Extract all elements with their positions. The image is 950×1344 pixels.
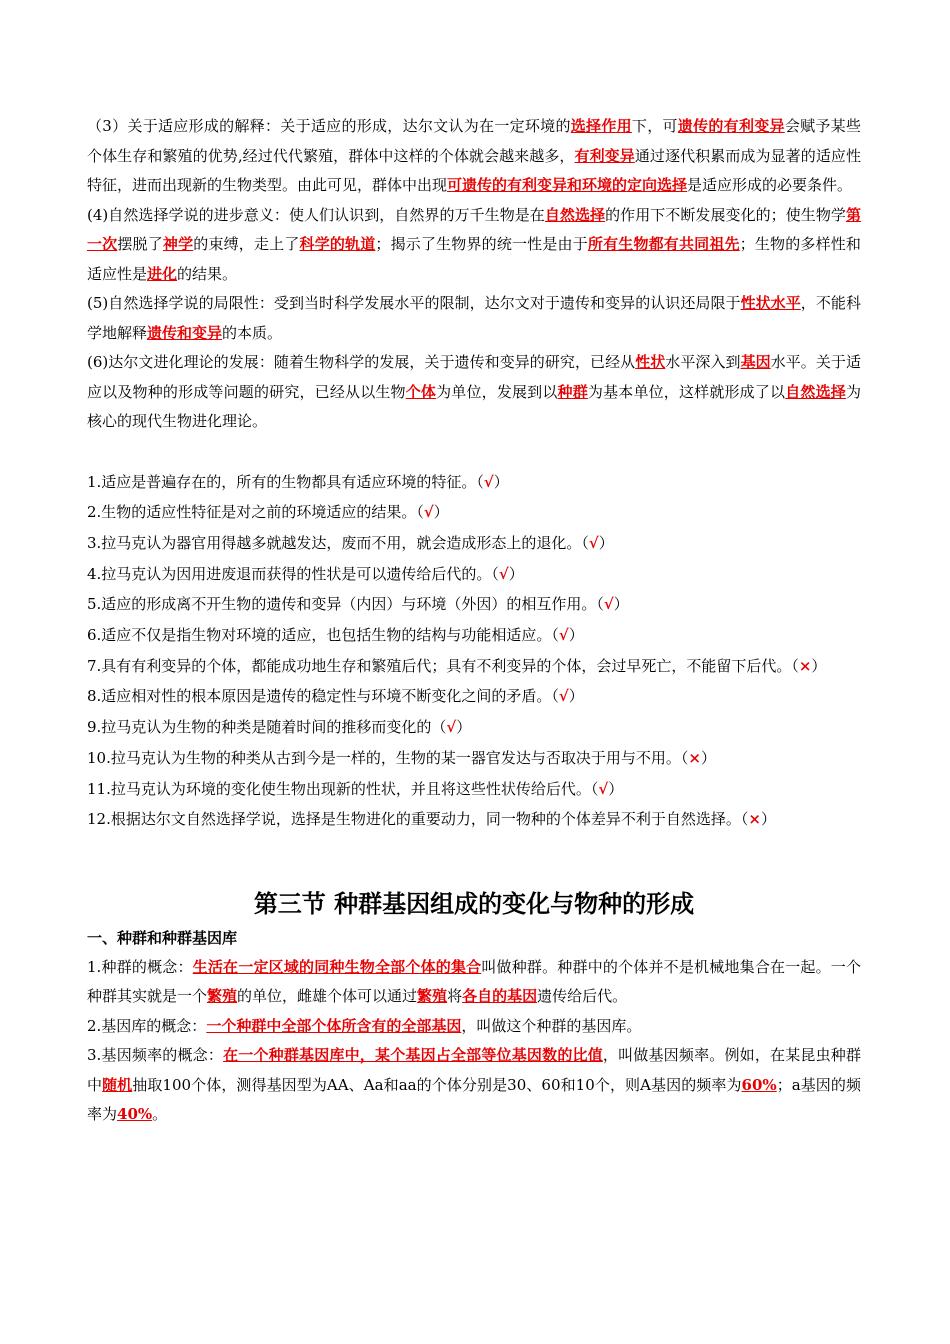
- key-term: 个体: [405, 382, 437, 401]
- judgment-text: 5.适应的形成离不开生物的遗传和变异（内因）与环境（外因）的相互作用。（: [87, 595, 604, 614]
- key-term: 繁殖: [417, 987, 448, 1006]
- judgment-text: 4.拉马克认为因用进废退而获得的性状是可以遗传给后代的。（: [87, 564, 499, 583]
- judgment-close: ）: [811, 656, 827, 675]
- body-text: ，叫做这个种群的基因库。: [461, 1016, 642, 1035]
- answer-mark: √: [598, 779, 609, 798]
- body-text: 水平深入到: [665, 353, 741, 371]
- body-text: (4)自然选择学说的进步意义：使人们认识到，自然界的万千生物是在: [87, 205, 545, 224]
- judgment-text: 9.拉马克认为生物的种类是随着时间的推移而变化的（: [87, 718, 447, 737]
- body-text: 为单位，发展到以: [436, 382, 558, 401]
- section-title: 第三节 种群基因组成的变化与物种的形成: [253, 889, 695, 918]
- adaptation-section: [87, 112, 861, 437]
- judgment-text: 8.适应相对性的根本原因是遗传的稳定性与环境不断变化之间的矛盾。（: [87, 687, 559, 706]
- judgment-close: ）: [608, 779, 624, 798]
- key-term: 40%: [117, 1105, 153, 1124]
- judgment-text: 6.适应不仅是指生物对环境的适应，也包括生物的结构与功能相适应。（: [87, 626, 559, 645]
- key-term: 选择作用: [570, 117, 632, 135]
- judgment-text: 2.生物的适应性特征是对之前的环境适应的结果。（: [87, 503, 424, 522]
- key-term: 神学: [162, 235, 194, 253]
- answer-mark: √: [423, 503, 434, 522]
- body-text: 的束缚，走上了: [193, 235, 300, 253]
- judgment-text: 7.具有有利变异的个体，都能成功地生存和繁殖后代；具有不利变异的个体，会过早死亡，不能留下后代。（: [87, 656, 799, 675]
- paragraph: [87, 112, 861, 201]
- paragraph: [87, 348, 861, 437]
- key-term: 遗传和变异: [147, 323, 223, 342]
- key-term: 在一个种群基因库中，某个基因占全部等位基因数的比值: [223, 1046, 603, 1065]
- key-term: 随机: [102, 1075, 133, 1094]
- key-term: 第一次: [87, 205, 861, 253]
- judgment-close: ）: [456, 718, 472, 737]
- body-text: 2.基因库的概念：: [87, 1016, 207, 1035]
- judgment-close: ）: [598, 533, 614, 552]
- key-term: 各自的基因: [462, 987, 538, 1006]
- paragraph: [87, 201, 861, 290]
- key-term: 生活在一定区域的同种生物全部个体的集合: [192, 957, 482, 976]
- key-term: 遗传的有利变异: [677, 117, 785, 135]
- answer-mark: √: [588, 533, 599, 552]
- body-text: (5)自然选择学说的局限性：受到当时科学发展水平的限制，达尔文对于遗传和变异的认识还局限于: [87, 294, 741, 312]
- judgment-list: [87, 467, 861, 835]
- paragraph: [87, 289, 861, 348]
- judgment-item: [87, 620, 861, 651]
- judgment-text: 1.适应是普遍存在的，所有的生物都具有适应环境的特征。（: [87, 472, 484, 491]
- judgment-item: [87, 651, 861, 682]
- body-text: 抽取100个体，测得基因型为AA、Aa和aa的个体分别是30、60和10个，则A基因的频率为: [132, 1075, 742, 1094]
- body-text: ；生物的多样性和适应性是: [87, 235, 861, 283]
- body-text: ；a基因的频率为: [87, 1075, 861, 1124]
- body-text: （3）关于适应形成的解释：关于适应的形成，达尔文认为在一定环境的: [87, 117, 571, 135]
- judgment-close: ）: [568, 626, 584, 645]
- body-text: 。: [152, 1105, 168, 1124]
- answer-mark: √: [558, 687, 569, 706]
- key-term: 一个种群中全部个体所含有的全部基因: [206, 1016, 462, 1035]
- judgment-item: [87, 743, 861, 774]
- key-term: 性状水平: [740, 294, 801, 312]
- body-text: 会赋予某些个体生存和繁殖的优势,经过代代繁殖，群体中这样的个体就会越来越多，: [87, 117, 861, 165]
- judgment-text: 11.拉马克认为环境的变化使生物出现新的性状，并且将这些性状传给后代。（: [87, 779, 599, 798]
- body-text: 将: [447, 987, 463, 1006]
- body-text: 摆脱了: [117, 235, 163, 253]
- body-text: 是适应形成的必要条件。: [687, 176, 853, 194]
- judgment-item: [87, 467, 861, 498]
- judgment-close: ）: [433, 503, 449, 522]
- body-text: 的作用下不断发展变化的；使生物学: [605, 205, 846, 224]
- answer-mark: √: [603, 595, 614, 614]
- key-term: 繁殖: [207, 987, 238, 1006]
- paragraph: [87, 1012, 861, 1042]
- body-text: 的本质。: [222, 323, 283, 342]
- body-text: 为基本单位，这样就形成了以: [587, 382, 786, 401]
- answer-mark: √: [498, 564, 509, 583]
- judgment-item: [87, 712, 861, 743]
- answer-mark: ×: [688, 748, 701, 767]
- judgment-text: 12.根据达尔文自然选择学说，选择是生物进化的重要动力，同一物种的个体差异不利于自然选择。（: [87, 810, 749, 829]
- judgment-item: [87, 528, 861, 559]
- key-term: 性状: [635, 353, 666, 371]
- judgment-close: ）: [700, 748, 716, 767]
- body-text: ；揭示了生物界的统一性是由于: [375, 235, 588, 253]
- judgment-item: [87, 497, 861, 528]
- answer-mark: ×: [748, 810, 761, 829]
- body-text: 水平。关于适应以及物种的形成等问题的研究，已经从以生物: [87, 353, 861, 401]
- population-section: [87, 953, 861, 1130]
- answer-mark: √: [446, 718, 457, 737]
- judgment-item: [87, 774, 861, 805]
- judgment-item: [87, 589, 861, 620]
- key-term: 所有生物都有共同祖先: [587, 235, 740, 253]
- body-text: 的单位，雌雄个体可以通过: [237, 987, 418, 1006]
- judgment-item: [87, 681, 861, 712]
- body-text: 遗传给后代。: [537, 987, 628, 1006]
- judgment-item: [87, 804, 861, 835]
- body-text: (6)达尔文进化理论的发展：随着生物科学的发展，关于遗传和变异的研究，已经从: [87, 353, 636, 371]
- judgment-text: 3.拉马克认为器官用得越多就越发达，废而不用，就会造成形态上的退化。（: [87, 533, 589, 552]
- subheading: 一、种群和种群基因库: [87, 928, 238, 947]
- key-term: 进化: [147, 264, 178, 283]
- paragraph: [87, 953, 861, 1012]
- answer-mark: ×: [798, 656, 812, 675]
- judgment-text: 10.拉马克认为生物的种类从古到今是一样的，生物的某一器官发达与否取决于用与不用。（: [87, 748, 689, 767]
- body-text: 3.基因频率的概念：: [87, 1046, 224, 1065]
- body-text: 1.种群的概念：: [87, 957, 193, 976]
- judgment-close: ）: [493, 472, 509, 491]
- key-term: 科学的轨道: [299, 235, 376, 253]
- key-term: 基因: [740, 353, 771, 371]
- body-text: 叫做种群。种群中的个体并不是机械地集合在一起。一个种群其实就是一个: [87, 957, 861, 1006]
- body-text: 的结果。: [177, 264, 238, 283]
- judgment-item: [87, 559, 861, 590]
- key-term: 种群: [557, 382, 588, 401]
- answer-mark: √: [483, 472, 494, 491]
- paragraph: [87, 1041, 861, 1130]
- judgment-close: ）: [508, 564, 524, 583]
- body-text: 下，可: [631, 117, 678, 135]
- key-term: 自然选择: [544, 205, 606, 224]
- judgment-close: ）: [568, 687, 584, 706]
- judgment-close: ）: [613, 595, 629, 614]
- body-text: ，叫做基因频率。例如，在某昆虫种群中: [87, 1046, 861, 1094]
- document-page: [87, 112, 861, 1130]
- body-text: ，不能科学地解释: [87, 294, 861, 342]
- key-term: 可遗传的有利变异和环境的定向选择: [447, 176, 688, 194]
- answer-mark: √: [558, 626, 569, 645]
- key-term: 自然选择: [785, 382, 846, 401]
- key-term: 有利变异: [574, 146, 635, 165]
- judgment-close: ）: [760, 810, 776, 829]
- key-term: 60%: [741, 1075, 777, 1094]
- body-text: 通过逐代积累而成为显著的适应性特征，进而出现新的生物类型。由此可见，群体中出现: [87, 146, 861, 194]
- body-text: 为核心的现代生物进化理论。: [87, 382, 861, 430]
